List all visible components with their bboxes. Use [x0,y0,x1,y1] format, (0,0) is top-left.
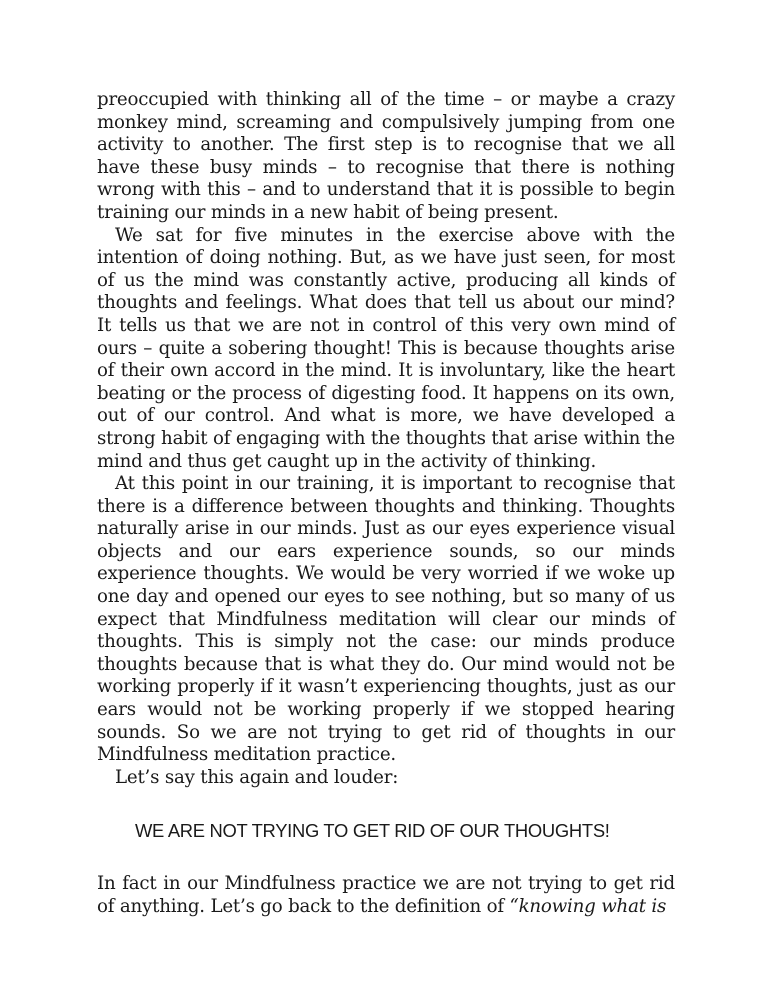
paragraph-4: Let’s say this again and louder: [115,766,399,788]
paragraph-1: preoccupied with thinking all of the time – or maybe a crazy monkey mind, screaming and compulsively jumping from one activity to another. The first step is to recognise that we all have these busy minds – to recognise that there is nothing wrong with this – and to understand that it is possible to begin training our minds in a new habit of being present. [97,89,675,223]
paragraph-2: We sat for five minutes in the exercise above with the intention of doing nothing. But, as we have just seen, for most of us the mind was constantly active, producing all kinds of thoughts and feelings. What does that tell us about our mind? It tells us that we are not in control of this very own mind of ours – quite a sobering thought! This is because thoughts arise of their own accord in the mind. It is involuntary, like the heart beating or the process of digesting food. It happens on its own, out of our control. And what is more, we have developed a strong habit of engaging with the thoughts that arise within the mind and thus get caught up in the activity of thinking. [97,224,675,472]
paragraph-3: At this point in our training, it is important to recognise that there is a difference between thoughts and thinking. Thoughts naturally arise in our minds. Just as our eyes experience visual objects and our ears experience sounds, so our minds experience thoughts. We would be very worried if we woke up one day and opened our eyes to see nothing, but so many of us expect that Mindfulness meditation will clear our minds of thoughts. This is simply not the case: our minds produce thoughts because that is what they do. Our mind would not be working properly if it wasn’t experiencing thoughts, just as our ears would not be working properly if we stopped hearing sounds. So we are not trying to get rid of thoughts in our Mindfulness meditation practice. [97,473,675,766]
paragraph-5 [97,873,675,918]
book-page [97,89,675,918]
definition-quote: “knowing what is [509,895,667,917]
emphasis-heading: WE ARE NOT TRYING TO GET RID OF OUR THOUGHTS! [135,820,610,842]
paragraph-5-text: In fact in our Mindfulness practice we are not trying to get rid of anything. Let’s go back to the definition of [97,873,675,917]
